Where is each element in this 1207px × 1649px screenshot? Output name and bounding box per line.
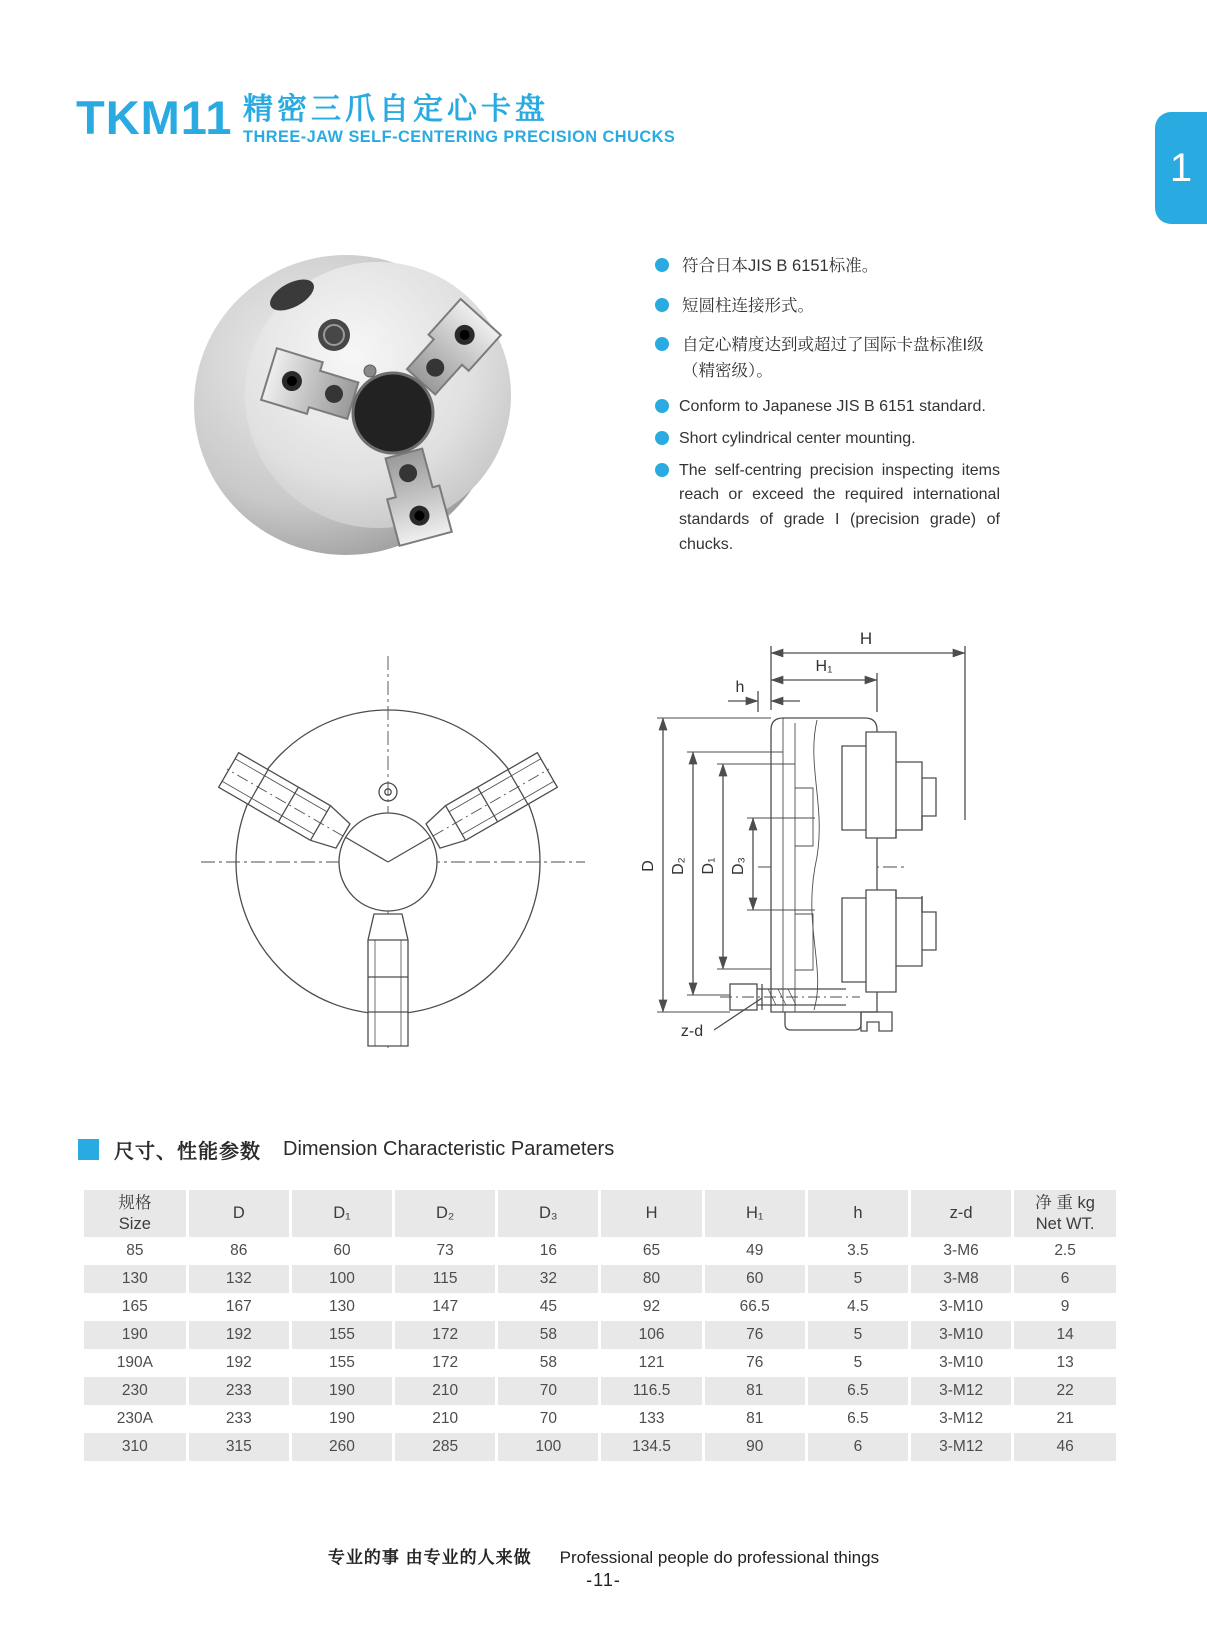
table-cell: 115 [394, 1265, 497, 1293]
table-cell: 3-M10 [910, 1321, 1013, 1349]
product-photo [188, 243, 560, 561]
chapter-number: 1 [1169, 145, 1193, 190]
bullet-icon [655, 258, 669, 272]
column-header-weight [1013, 1190, 1116, 1237]
table-cell: 80 [600, 1265, 703, 1293]
table-cell: 315 [187, 1433, 290, 1461]
table-row [84, 1237, 1116, 1265]
table-cell: 5 [806, 1265, 909, 1293]
page-title-cn: 精密三爪自定心卡盘 [243, 93, 549, 126]
slogan-cn: 专业的事 由专业的人来做 [327, 1548, 532, 1567]
product-model: TKM11 [76, 91, 233, 144]
dim-label-zd: z-d [680, 1023, 704, 1040]
table-cell: 3-M12 [910, 1377, 1013, 1405]
table-cell: 155 [290, 1349, 393, 1377]
feature-text: 自定心精度达到或超过了国际卡盘标准I级（精密级）。 [682, 336, 984, 380]
table-row [84, 1405, 1116, 1433]
table-cell-size: 190A [84, 1349, 187, 1377]
table-head [84, 1190, 1116, 1237]
header-en: Size [118, 1214, 151, 1233]
feature-text: 短圆柱连接形式。 [682, 296, 814, 315]
table-cell: 167 [187, 1293, 290, 1321]
list-item [655, 395, 1000, 420]
table-cell: 172 [394, 1321, 497, 1349]
table-cell: 3.5 [806, 1237, 909, 1265]
chuck-photo-illustration [188, 243, 560, 561]
table-cell: 133 [600, 1405, 703, 1433]
table-cell: 132 [187, 1265, 290, 1293]
header-cn: 规格 [118, 1193, 152, 1212]
dim-label-D1: D₁ [700, 857, 717, 875]
slogan-en: Professional people do professional things [559, 1548, 880, 1567]
table-cell: 21 [1013, 1405, 1116, 1433]
table-cell: 76 [703, 1321, 806, 1349]
feature-list-en [655, 395, 1000, 565]
table-cell: 100 [290, 1265, 393, 1293]
table-row [84, 1265, 1116, 1293]
table-cell: 32 [497, 1265, 600, 1293]
table-cell: 4.5 [806, 1293, 909, 1321]
table-row [84, 1293, 1116, 1321]
table-cell: 147 [394, 1293, 497, 1321]
table-cell: 233 [187, 1377, 290, 1405]
table-cell: 5 [806, 1321, 909, 1349]
table-cell-size: 230 [84, 1377, 187, 1405]
page-number: -11- [586, 1570, 621, 1590]
table-cell: 66.5 [703, 1293, 806, 1321]
table-cell: 70 [497, 1377, 600, 1405]
table-cell: 121 [600, 1349, 703, 1377]
list-item [655, 333, 1000, 384]
column-header: H [600, 1190, 703, 1237]
table-cell: 60 [703, 1265, 806, 1293]
table-cell: 106 [600, 1321, 703, 1349]
column-header: z-d [910, 1190, 1013, 1237]
table-cell: 22 [1013, 1377, 1116, 1405]
column-header: D₁ [290, 1190, 393, 1237]
table-cell: 155 [290, 1321, 393, 1349]
table-cell: 14 [1013, 1321, 1116, 1349]
header-cn: 净 重 kg [1035, 1193, 1095, 1212]
list-item [655, 294, 1000, 320]
table-cell: 285 [394, 1433, 497, 1461]
table-cell: 3-M6 [910, 1237, 1013, 1265]
column-header: h [806, 1190, 909, 1237]
table-cell: 172 [394, 1349, 497, 1377]
table-cell-size: 85 [84, 1237, 187, 1265]
dim-label-D2: D₂ [670, 857, 687, 875]
table-cell: 116.5 [600, 1377, 703, 1405]
table-cell: 58 [497, 1321, 600, 1349]
table-cell: 3-M8 [910, 1265, 1013, 1293]
table-cell: 6 [806, 1433, 909, 1461]
footer-slogan [0, 1543, 1207, 1568]
table-cell: 9 [1013, 1293, 1116, 1321]
section-header [78, 1135, 614, 1164]
table-cell: 90 [703, 1433, 806, 1461]
table-cell: 3-M12 [910, 1433, 1013, 1461]
list-item [655, 427, 1000, 452]
table-cell: 65 [600, 1237, 703, 1265]
table-cell: 73 [394, 1237, 497, 1265]
feature-list-cn [655, 254, 1000, 398]
table-cell: 86 [187, 1237, 290, 1265]
table-cell: 13 [1013, 1349, 1116, 1377]
feature-text: Conform to Japanese JIS B 6151 standard. [679, 398, 986, 415]
table-cell: 192 [187, 1349, 290, 1377]
table-row [84, 1321, 1116, 1349]
section-title-cn: 尺寸、性能参数 [114, 1141, 261, 1163]
table-cell: 3-M12 [910, 1405, 1013, 1433]
dim-label-H1: H₁ [815, 658, 833, 675]
table-cell: 45 [497, 1293, 600, 1321]
feature-text: Short cylindrical center mounting. [679, 429, 916, 447]
table-cell: 5 [806, 1349, 909, 1377]
side-section-drawing [610, 598, 1090, 1078]
header-en: Net WT. [1035, 1214, 1095, 1233]
table-cell-size: 310 [84, 1433, 187, 1461]
column-header: D₃ [497, 1190, 600, 1237]
table-cell: 210 [394, 1405, 497, 1433]
column-header: D₂ [394, 1190, 497, 1237]
column-header-size [84, 1190, 187, 1237]
column-header: D [187, 1190, 290, 1237]
bullet-icon [655, 431, 669, 445]
table-cell: 16 [497, 1237, 600, 1265]
dim-label-D: D [640, 860, 657, 872]
table-cell-size: 165 [84, 1293, 187, 1321]
list-item [655, 459, 1000, 558]
spec-table-body [84, 1237, 1116, 1461]
table-cell: 130 [290, 1293, 393, 1321]
bullet-icon [655, 399, 669, 413]
table-cell: 81 [703, 1405, 806, 1433]
table-row [84, 1349, 1116, 1377]
table-cell: 70 [497, 1405, 600, 1433]
table-cell: 233 [187, 1405, 290, 1433]
table-cell: 58 [497, 1349, 600, 1377]
table-cell-size: 190 [84, 1321, 187, 1349]
front-view-drawing [183, 650, 603, 1055]
table-cell: 6.5 [806, 1405, 909, 1433]
table-row [84, 1433, 1116, 1461]
table-cell: 6 [1013, 1265, 1116, 1293]
bullet-icon [655, 298, 669, 312]
bullet-icon [655, 337, 669, 351]
table-cell: 3-M10 [910, 1349, 1013, 1377]
section-title-en: Dimension Characteristic Parameters [283, 1138, 615, 1160]
table-cell: 134.5 [600, 1433, 703, 1461]
table-cell: 190 [290, 1405, 393, 1433]
dim-label-D3: D₃ [730, 856, 747, 876]
dimension-parameters-table [84, 1190, 1116, 1461]
table-cell: 3-M10 [910, 1293, 1013, 1321]
chapter-tab [1155, 112, 1207, 224]
table-cell: 60 [290, 1237, 393, 1265]
table-cell: 100 [497, 1433, 600, 1461]
table-cell-size: 130 [84, 1265, 187, 1293]
table-cell-size: 230A [84, 1405, 187, 1433]
column-header: H₁ [703, 1190, 806, 1237]
table-header-row [84, 1190, 1116, 1237]
table-cell: 2.5 [1013, 1237, 1116, 1265]
table-cell: 6.5 [806, 1377, 909, 1405]
table-cell: 76 [703, 1349, 806, 1377]
table-cell: 192 [187, 1321, 290, 1349]
list-item [655, 254, 1000, 280]
table-cell: 190 [290, 1377, 393, 1405]
feature-text: 符合日本JIS B 6151标准。 [682, 257, 879, 275]
dim-label-H: H [859, 629, 873, 648]
page-title-en: THREE-JAW SELF-CENTERING PRECISION CHUCKS [243, 127, 676, 146]
table-cell: 92 [600, 1293, 703, 1321]
table-cell: 49 [703, 1237, 806, 1265]
dim-label-h: h [735, 679, 745, 696]
table-cell: 46 [1013, 1433, 1116, 1461]
table-row [84, 1377, 1116, 1405]
feature-text: The self-centring precision inspecting items reach or exceed the required international standards of grade I (precision grade) of chucks. [679, 461, 1000, 553]
table-cell: 81 [703, 1377, 806, 1405]
table-cell: 210 [394, 1377, 497, 1405]
table-cell: 260 [290, 1433, 393, 1461]
bullet-icon [655, 463, 669, 477]
section-marker-icon [78, 1139, 99, 1160]
